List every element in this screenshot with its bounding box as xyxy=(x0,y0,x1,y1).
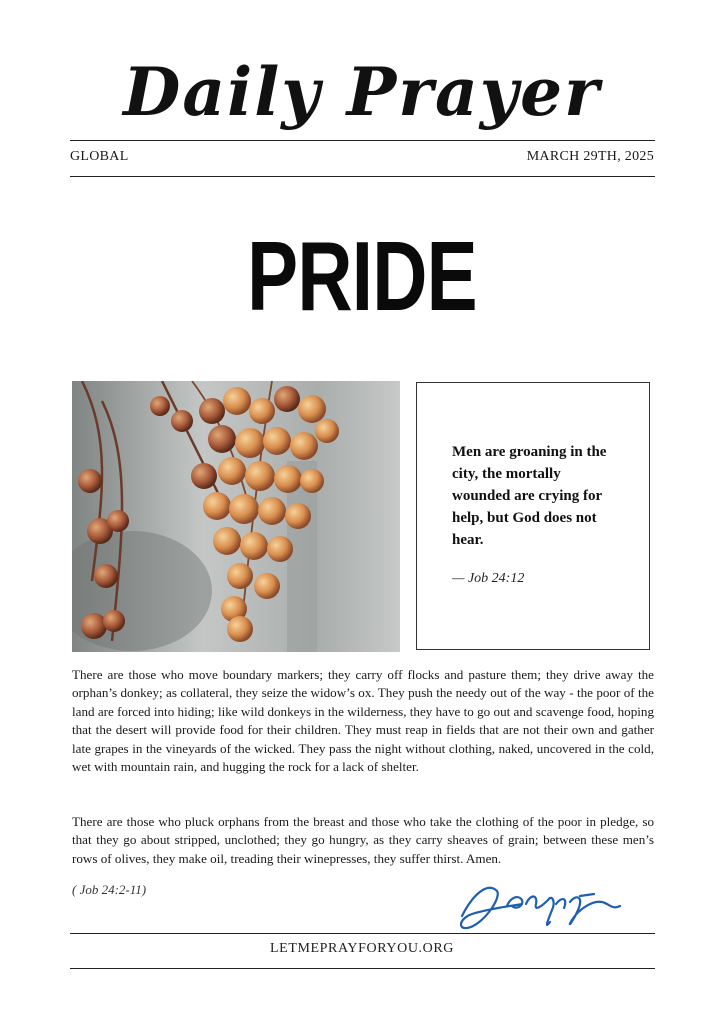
signature xyxy=(452,876,632,936)
signature-icon xyxy=(452,876,632,936)
footer-top-rule xyxy=(70,933,655,934)
grapes-icon xyxy=(72,381,400,652)
masthead-title: Daily Prayer xyxy=(123,53,601,131)
grapes-photo xyxy=(72,381,400,652)
footer-url[interactable]: LETMEPRAYFORYOU.ORG xyxy=(270,941,454,956)
top-rule xyxy=(70,140,655,141)
body-paragraph-1: There are those who move boundary markers; they carry off flocks and pasture them; they drive away the orphan’s donkey; as collateral, they seize the widow’s ox. They push the needy out of the way - the poor of the land are forced into hiding; like wild donkeys in the wilderness, they have to go out and scavenge food, hoping that the desert will provide food for their children. They must reap in fields that are not their own and gather late grapes in the vineyards of the wicked. They pass the night without clothing, naked, uncovered in the cold, wet with mountain rain, and hugging the rock for a lack of shelter. xyxy=(72,667,654,775)
quote-reference: — Job 24:12 xyxy=(452,571,525,586)
headline: PRIDE xyxy=(247,221,477,331)
region-label: GLOBAL xyxy=(70,149,129,164)
quote-box xyxy=(416,382,650,650)
body-paragraph-2: There are those who pluck orphans from the breast and those who take the clothing of the poor in pledge, so that they go about stripped, unclothed; they go hungry, as they carry sheaves of grain; between these men’s rows of olives, they make oil, treading their winepresses, they suffer thirst. Amen. xyxy=(72,814,654,866)
meta-rule xyxy=(70,176,655,177)
quote-text: Men are groaning in the city, the mortally wounded are crying for help, but God does not hear. xyxy=(452,444,607,548)
scripture-citation: ( Job 24:2-11) xyxy=(72,882,147,897)
footer-bottom-rule xyxy=(70,968,655,969)
date-label: MARCH 29TH, 2025 xyxy=(526,149,654,164)
